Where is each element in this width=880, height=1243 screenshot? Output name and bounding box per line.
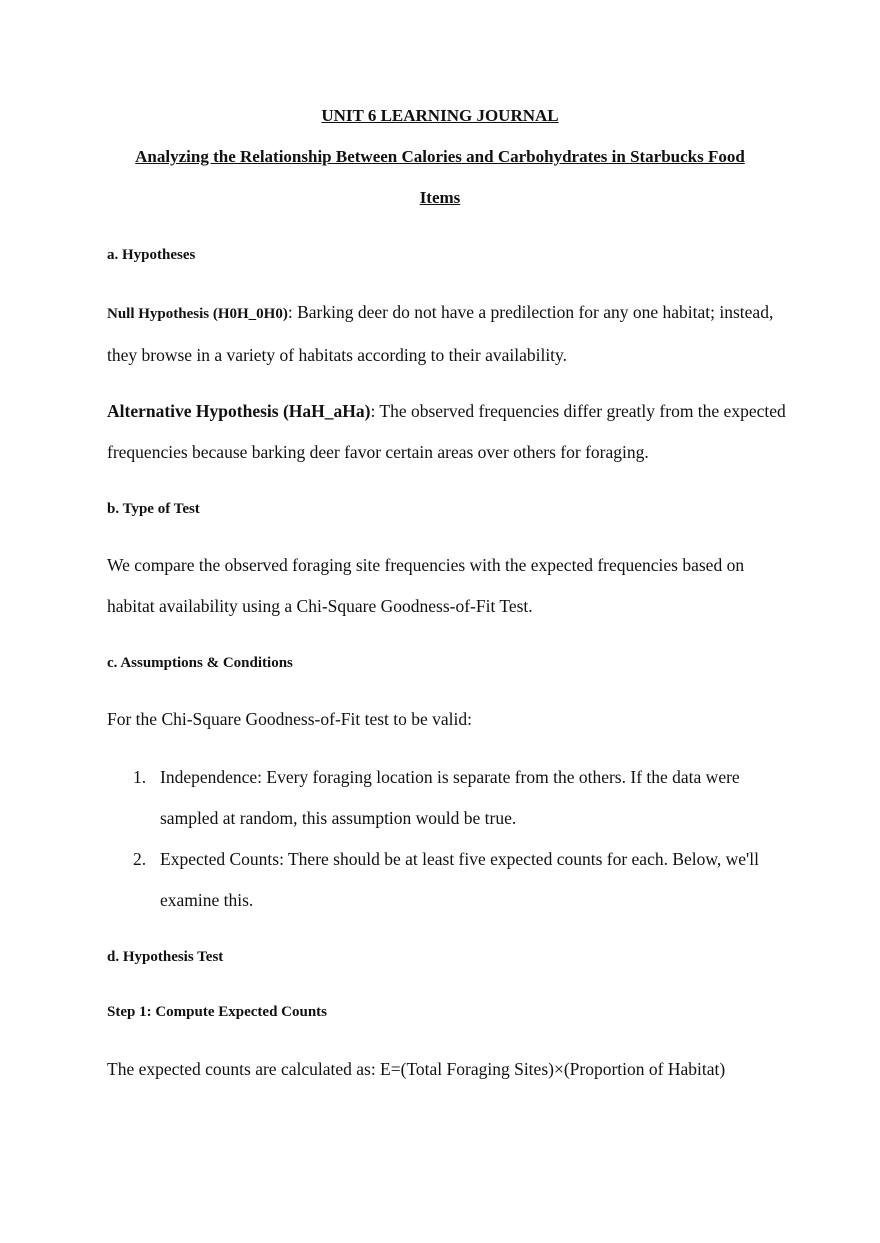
- list-item-number: 1.: [133, 767, 147, 787]
- list-item: [107, 757, 787, 839]
- document-subtitle-line2: Items: [419, 188, 461, 207]
- null-hypothesis-text: : Barking deer do not have a predilection for any one habitat; instead, they browse in a variety of habitats according to their availability.: [107, 302, 774, 365]
- alternative-hypothesis-text: : The observed frequencies differ greatly from the expected frequencies because barking deer favor certain areas over others for foraging.: [107, 401, 786, 462]
- list-item-number: 2.: [133, 849, 147, 869]
- assumptions-list: [107, 757, 787, 921]
- section-b-heading: b. Type of Test: [107, 501, 200, 517]
- document-title: UNIT 6 LEARNING JOURNAL: [321, 106, 559, 125]
- section-a-heading: a. Hypotheses: [107, 247, 196, 263]
- section-c-heading: c. Assumptions & Conditions: [107, 655, 293, 671]
- list-item-text: Independence: Every foraging location is separate from the others. If the data were sampled at random, this assumption would be true.: [160, 767, 740, 828]
- null-hypothesis-paragraph: [107, 292, 787, 376]
- step1-paragraph: The expected counts are calculated as: E=(Total Foraging Sites)×(Proportion of Habitat): [107, 1059, 726, 1079]
- document-subtitle-line1: Analyzing the Relationship Between Calories and Carbohydrates in Starbucks Food: [135, 147, 745, 166]
- list-item: [107, 839, 787, 921]
- type-of-test-paragraph: We compare the observed foraging site frequencies with the expected frequencies based on habitat availability using a Chi-Square Goodness-of-Fit Test.: [107, 555, 745, 616]
- alternative-hypothesis-paragraph: [107, 391, 787, 473]
- alternative-hypothesis-label: Alternative Hypothesis (HaH_aHa): [107, 401, 371, 421]
- list-item-text: Expected Counts: There should be at least five expected counts for each. Below, we'll examine this.: [160, 849, 759, 910]
- null-hypothesis-label: Null Hypothesis (H0H_0H0): [107, 306, 288, 322]
- assumptions-intro: For the Chi-Square Goodness-of-Fit test to be valid:: [107, 709, 473, 729]
- section-d-heading: d. Hypothesis Test: [107, 949, 224, 965]
- step1-heading: Step 1: Compute Expected Counts: [107, 1004, 328, 1020]
